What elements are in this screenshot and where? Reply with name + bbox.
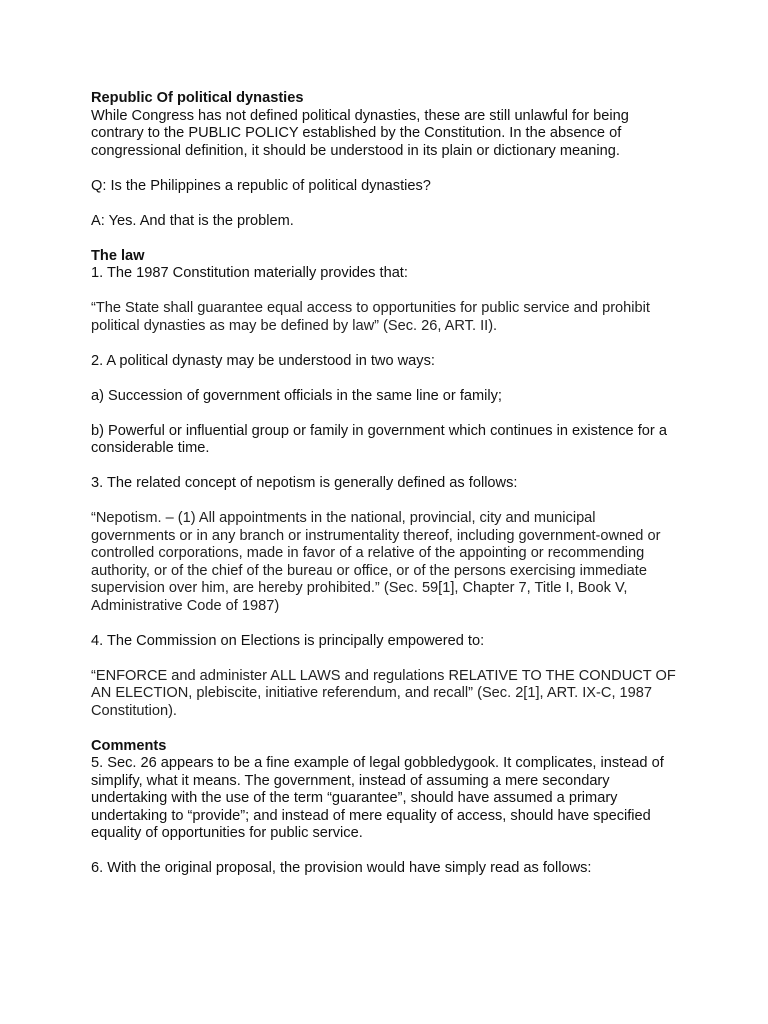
heading-law: The law (91, 247, 145, 264)
intro-paragraph: While Congress has not defined political dynasties, these are still unlawful for being contrary to the PUBLIC POLICY established by the Constitution. In the absence of congressional definition, it should be understood in its plain or dictionary meaning. (91, 107, 629, 159)
question-paragraph: Q: Is the Philippines a republic of political dynasties? (91, 177, 431, 194)
answer-paragraph: A: Yes. And that is the problem. (91, 212, 294, 229)
section-law (91, 248, 681, 283)
item-2a-paragraph: a) Succession of government officials in the same line or family; (91, 387, 502, 404)
heading-republic: Republic Of political dynasties (91, 90, 304, 106)
heading-comments: Comments (91, 737, 167, 754)
item-5-paragraph: 5. Sec. 26 appears to be a fine example of legal gobbledygook. It complicates, instead of simplify, what it means. The government, instead of assuming a mere secondary undertaking with the use of the term “guarantee”, should have assumed a primary undertaking to “provide”; and instead of mere equality of access, should have specified equality of opportunities for public service. (91, 755, 664, 841)
document-page (91, 90, 681, 895)
item-2-paragraph: 2. A political dynasty may be understood in two ways: (91, 352, 435, 369)
section-republic (91, 90, 681, 160)
quote-constitution: “The State shall guarantee equal access to opportunities for public service and prohibit political dynasties as may be defined by law” (Sec. 26, ART. II). (91, 300, 650, 334)
item-2b-paragraph: b) Powerful or influential group or family in government which continues in existence for a considerable time. (91, 422, 667, 456)
item-1-paragraph: 1. The 1987 Constitution materially provides that: (91, 265, 408, 281)
section-comments (91, 738, 681, 843)
quote-nepotism: “Nepotism. – (1) All appointments in the national, provincial, city and municipal governments or in any branch or instrumentality thereof, including government-owned or controlled corporations, made in favor of a relative of the appointing or recommending authority, or of the chief of the bureau or office, or of the persons exercising immediate supervision over him, are hereby prohibited.” (Sec. 59[1], Chapter 7, Title I, Book V, Administrative Code of 1987) (91, 510, 661, 614)
item-3-paragraph: 3. The related concept of nepotism is generally defined as follows: (91, 475, 518, 491)
item-4-paragraph: 4. The Commission on Elections is principally empowered to: (91, 632, 485, 649)
item-6-paragraph: 6. With the original proposal, the provision would have simply read as follows: (91, 860, 592, 876)
quote-comelec: “ENFORCE and administer ALL LAWS and regulations RELATIVE TO THE CONDUCT OF AN ELECTION, plebiscite, initiative referendum, and recall” (Sec. 2[1], ART. IX-C, 1987 Constitution). (91, 667, 676, 719)
